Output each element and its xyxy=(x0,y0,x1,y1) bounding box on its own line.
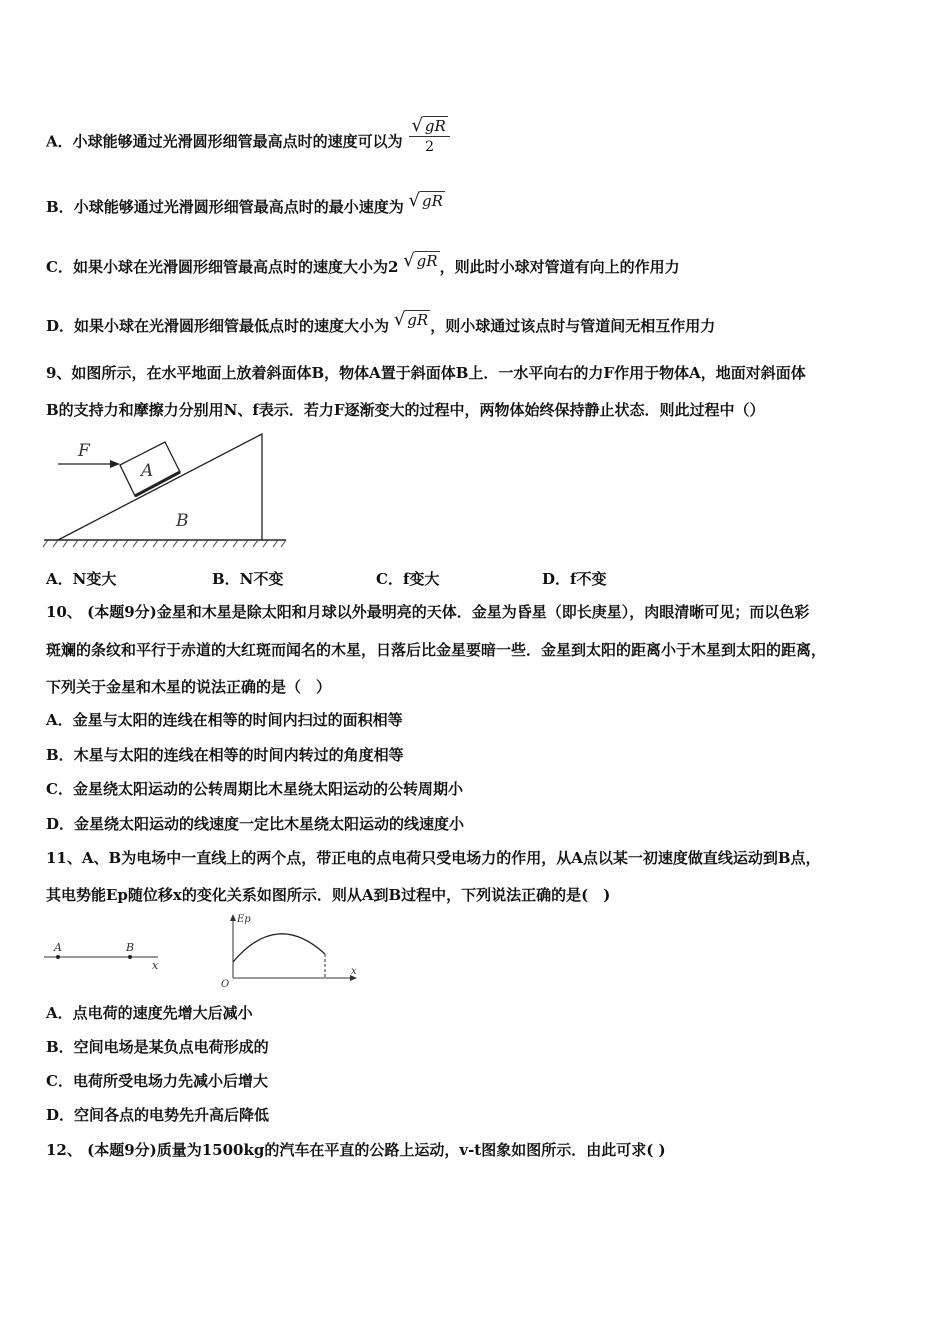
q11-option-a: A．点电荷的速度先增大后减小 xyxy=(46,1004,253,1022)
q8-option-b-label: B． xyxy=(46,198,74,216)
q11-stem-line1: 11、A、B为电场中一直线上的两个点，带正电的点电荷只受电场力的作用，从A点以某一初速度做直线运动到B点， xyxy=(46,849,821,867)
q11-option-b: B．空间电场是某负点电荷形成的 xyxy=(46,1038,269,1056)
q9-stem-line2: B的支持力和摩擦力分别用N、f表示．若力F逐渐变大的过程中，两物体始终保持静止状态．则此过程中（） xyxy=(46,401,765,419)
q11-x-label: x xyxy=(152,959,159,972)
q8-option-c-label: C． xyxy=(46,258,73,276)
q11-point-b-label: B xyxy=(126,941,135,954)
q9-block-a-label: A xyxy=(141,461,154,481)
q8-option-d-text-after: ，则小球通过该点时与管道间无相互作用力 xyxy=(430,317,716,335)
q11-option-c: C．电荷所受电场力先减小后增大 xyxy=(46,1072,268,1090)
q12-stem-line1: 12、 (本题9分)质量为1500kg的汽车在平直的公路上运动，v-t图象如图所示．由此可求( ) xyxy=(46,1141,666,1159)
q11-ep-origin-label: O xyxy=(221,979,230,990)
q11-option-d: D．空间各点的电势先升高后降低 xyxy=(46,1106,270,1124)
q9-options xyxy=(46,568,646,588)
q9-incline-b-label: B xyxy=(176,511,189,531)
q9-ground-hatching xyxy=(43,540,286,547)
q9-figure xyxy=(40,428,300,558)
q8-option-a-radicand: gR xyxy=(424,117,446,135)
q9-force-arrowhead xyxy=(110,460,120,468)
q8-option-c-coef: 2 xyxy=(387,258,399,276)
q8-option-d-label: D． xyxy=(46,317,75,335)
q8-option-c-formula: √ gR xyxy=(403,250,438,271)
q8-option-a-denominator: 2 xyxy=(425,139,435,155)
q9-option-a: A．N变大 xyxy=(46,570,117,588)
q10-option-a: A．金星与太阳的连线在相等的时间内扫过的面积相等 xyxy=(46,711,403,729)
q9-stem-line1: 9、如图所示，在水平地面上放着斜面体B，物体A置于斜面体B上．一水平向右的力F作用于物体A，地面对斜面体 xyxy=(46,364,806,382)
q8-option-a-formula: $\frac{√ gR}{2}$ xyxy=(409,116,449,157)
q11-point-a-label: A xyxy=(54,941,62,954)
q8-option-b-radicand: gR xyxy=(421,192,443,210)
q8-option-d-formula: √ gR xyxy=(393,309,429,330)
q11-line-figure xyxy=(40,935,170,975)
q11-stem-line2: 其电势能Ep随位移x的变化关系如图所示．则从A到B过程中，下列说法正确的是( ) xyxy=(46,886,611,904)
q8-option-a-label: A． xyxy=(46,132,73,151)
q11-ep-y-arrowhead xyxy=(230,914,236,921)
q9-option-d: D．f不变 xyxy=(542,570,607,588)
q8-option-b-text: 小球能够通过光滑圆形细管最高点时的最小速度为 xyxy=(73,198,404,216)
q8-option-d-text-before: 如果小球在光滑圆形细管最低点时的速度大小为 xyxy=(74,317,390,335)
q10-option-d: D．金星绕太阳运动的线速度一定比木星绕太阳运动的线速度小 xyxy=(46,815,465,833)
q10-stem-line3: 下列关于金星和木星的说法正确的是（ ） xyxy=(46,678,332,696)
q8-option-c xyxy=(46,250,680,277)
q10-stem-line1: 10、 (本题9分)金星和木星是除太阳和月球以外最明亮的天体．金星为昏星（即长庚星），肉眼清晰可见；而以色彩 xyxy=(46,603,810,621)
q8-option-b-formula: √ gR xyxy=(408,190,443,211)
q10-option-b: B．木星与太阳的连线在相等的时间内转过的角度相等 xyxy=(46,746,404,764)
q11-point-a xyxy=(56,955,60,959)
q8-option-a-text: 小球能够通过光滑圆形细管最高点时的速度可以为 xyxy=(72,132,403,151)
q8-option-a xyxy=(46,115,450,163)
q11-point-b xyxy=(128,955,132,959)
q10-stem-line2: 斑斓的条纹和平行于赤道的大红斑而闻名的木星，日落后比金星要暗一些．金星到太阳的距离小于木星到太阳的距离， xyxy=(46,641,827,659)
q11-ep-y-label: Ep xyxy=(237,914,251,925)
q8-option-c-text-before: 如果小球在光滑圆形细管最高点时的速度大小为 xyxy=(72,258,388,276)
q8-option-d xyxy=(46,309,716,336)
q9-force-label: F xyxy=(78,441,90,461)
q8-option-c-radicand: gR xyxy=(416,252,438,270)
q8-option-d-radicand: gR xyxy=(407,311,429,329)
q11-ep-x-label: x xyxy=(351,966,357,977)
q9-option-c: C．f变大 xyxy=(376,570,440,588)
q8-option-b xyxy=(46,190,445,217)
q9-option-b: B．N不变 xyxy=(212,570,284,588)
q8-option-c-text-after: ，则此时小球对管道有向上的作用力 xyxy=(439,258,680,276)
q11-ep-curve xyxy=(233,934,325,962)
q10-option-c: C．金星绕太阳运动的公转周期比木星绕太阳运动的公转周期小 xyxy=(46,780,463,798)
q11-ep-graph xyxy=(215,910,365,990)
